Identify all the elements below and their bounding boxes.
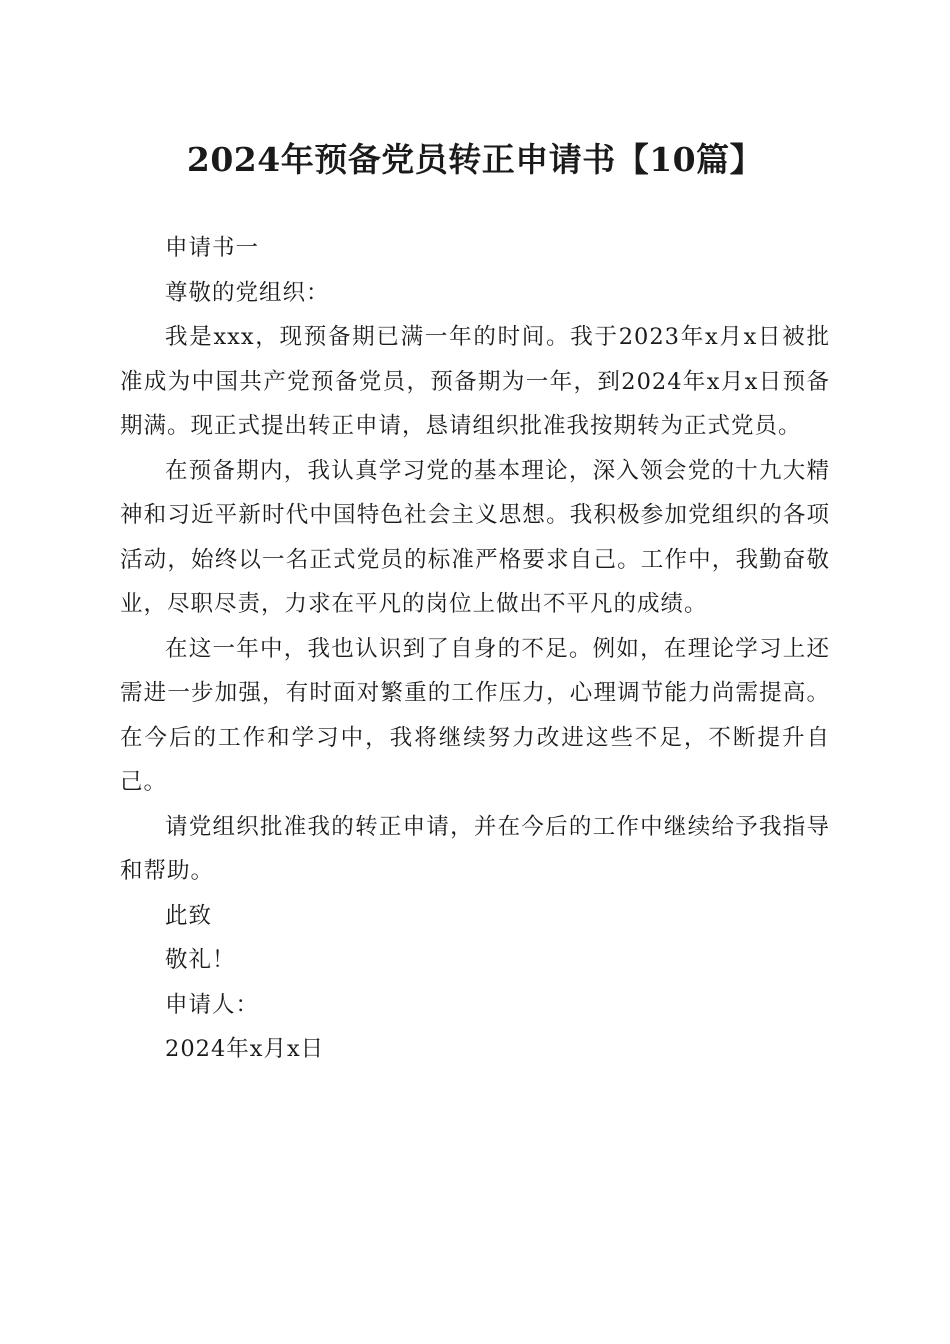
closing-cizhi: 此致: [165, 902, 213, 929]
closing-jingli: 敬礼！: [165, 947, 236, 973]
paragraph-intro: 我是xxx，现预备期已满一年的时间。我于2023年x月x日被批准成为中国共产党预备党员，预备期为一年，到2024年x月x日预备期满。现正式提出转正申请，恳请组织批准我按期转为正式党员。: [120, 324, 830, 439]
date-line: 2024年x月x日: [165, 1036, 325, 1062]
applicant-label: 申请人：: [165, 991, 260, 1018]
paragraph-shortcomings: 在这一年中，我也认识到了自身的不足。例如，在理论学习上还需进一步加强，有时面对繁重的工作压力，心理调节能力尚需提高。在今后的工作和学习中，我将继续努力改进这些不足，不断提升自己。: [120, 635, 830, 795]
document-title: 2024年预备党员转正申请书【10篇】: [186, 140, 764, 179]
paragraph-request: 请党组织批准我的转正申请，并在今后的工作中继续给予我指导和帮助。: [120, 813, 830, 884]
salutation: 尊敬的党组织：: [165, 279, 330, 306]
paragraph-probation: 在预备期内，我认真学习党的基本理论，深入领会党的十九大精神和习近平新时代中国特色社会主义思想。我积极参加党组织的各项活动，始终以一名正式党员的标准严格要求自己。工作中，我勤奋敬业，尽职尽责，力求在平凡的岗位上做出不平凡的成绩。: [120, 457, 830, 617]
section-heading: 申请书一: [165, 235, 260, 261]
document-body: [120, 226, 830, 1072]
